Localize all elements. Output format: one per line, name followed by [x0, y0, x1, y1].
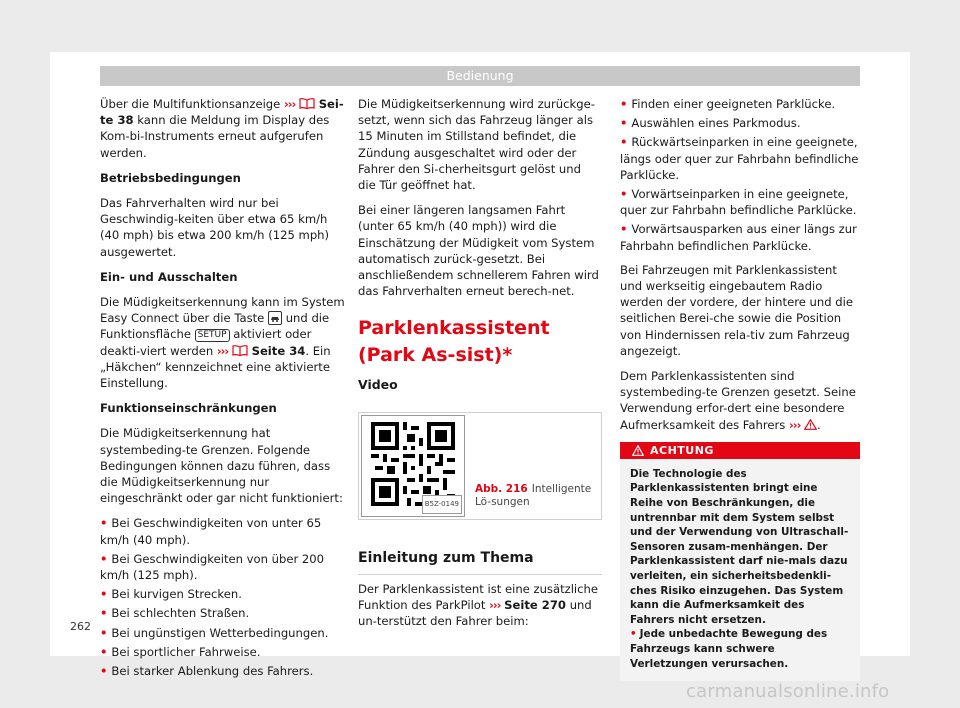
- list-item: • Bei schlechten Straßen.: [100, 606, 250, 621]
- bullet-icon: •: [620, 187, 628, 202]
- page-header: Bedienung: [100, 66, 860, 86]
- qr-code-icon: [371, 422, 455, 506]
- column-2: [358, 96, 602, 638]
- paragraph-intro: Der Parklenkassistent ist eine zusätzliche Funktion des ParkPilot ››› Seite 270 und un-terstützt den Fahrer beim:: [358, 581, 599, 629]
- figure-number: Abb. 216: [475, 482, 528, 495]
- list-item: • Vorwärtsausparken aus einer längs zur Fahrbahn befindlichen Parklücke.: [620, 222, 857, 253]
- car-key-icon: [268, 311, 282, 325]
- warning-box: [620, 442, 860, 681]
- paragraph-reset: Die Müdigkeitserkennung wird zurückge-setzt, wenn sich das Fahrzeug länger als 15 Minuten im Stillstand befindet, die Zündung ausgeschaltet wird oder der Fahrer den Si-cherheitsgurt gelöst und die Tür geöffnet hat.: [358, 97, 595, 193]
- page-ref-link[interactable]: Seite 34: [251, 343, 306, 358]
- bullet-icon: •: [620, 116, 628, 131]
- bullet-icon: •: [100, 625, 108, 640]
- figure-video: [358, 412, 602, 520]
- list-item: • Rückwärtseinparken in eine geeignete, längs oder quer zur Fahrbahn befindliche Parklücke.: [620, 135, 859, 182]
- paragraph-slow-drive: Bei einer längeren langsamen Fahrt (unter 65 km/h (40 mph)) wird die Einschätzung der Müdigkeit vom System automatisch zurück-gesetzt. Bei anschließendem schnellerem Fahren wird das Fahrverhalten erneut berech-net.: [358, 203, 599, 299]
- heading-ein-ausschalten: Ein- und Ausschalten: [100, 269, 238, 284]
- bullet-icon: •: [620, 135, 628, 150]
- section-title-park-assist: Parklenkassistent (Park As-sist)*: [358, 317, 550, 367]
- page-ref-link[interactable]: Sei-te 38: [100, 97, 344, 128]
- bullet-icon: •: [620, 222, 628, 237]
- video-label: Video: [358, 377, 398, 393]
- bullet-list-col3: [620, 96, 860, 254]
- bullet-icon: •: [630, 628, 637, 641]
- list-item: • Bei ungünstigen Wetterbedingungen.: [100, 625, 329, 640]
- list-item: • Bei sportlicher Fahrweise.: [100, 644, 261, 659]
- column-3: [620, 96, 860, 681]
- warning-text: Die Technologie des Parklenkassistenten bringt eine Reihe von Beschränkungen, die untrennbar mit dem System selbst und der Verwendung von Ultraschall-Sensoren zusam-menhängen. Der Parklenkassistent darf nie-mals dazu verleiten, ein sicherheitsbedenkli-ches Risiko einzugehen. Das System kann die Aufmerksamkeit des Fahrers nicht ersetzen.: [630, 467, 849, 626]
- list-item: • Bei Geschwindigkeiten von unter 65 km/h (40 mph).: [100, 516, 322, 547]
- bullet-icon: •: [100, 516, 108, 531]
- list-item: • Bei starker Ablenkung des Fahrers.: [100, 664, 314, 679]
- bullet-icon: •: [620, 97, 628, 111]
- setup-key: SETUP: [195, 329, 230, 342]
- intro-title: Einleitung zum Thema: [358, 550, 602, 575]
- list-item: • Auswählen eines Parkmodus.: [620, 116, 801, 131]
- warning-body: [620, 459, 860, 681]
- bullet-icon: •: [100, 664, 108, 679]
- book-icon: [232, 345, 248, 356]
- bullet-icon: •: [100, 587, 108, 602]
- heading-funktionseinschraenkungen: Funktionseinschränkungen: [100, 401, 277, 416]
- figure-caption: Abb. 216 Intelligente Lö-sungen: [475, 482, 592, 508]
- warning-header: ACHTUNG: [620, 442, 860, 459]
- warning-bullet: • Jede unbedachte Bewegung des Fahrzeugs kann schwere Verletzungen verursachen.: [630, 628, 828, 670]
- bullet-icon: •: [100, 606, 108, 621]
- paragraph-limits: Dem Parklenkassistenten sind systembeding-te Grenzen gesetzt. Seine Verwendung erfor-dert eine besondere Aufmerksamkeit des Fahrers ››› .: [620, 369, 856, 432]
- warning-triangle-icon: [804, 418, 817, 432]
- column-1: [100, 96, 350, 682]
- list-item: • Finden einer geeigneten Parklücke.: [620, 97, 836, 111]
- qr-code-frame[interactable]: [361, 415, 465, 517]
- paragraph-ein-ausschalten: Die Müdigkeitserkennung kann im System Easy Connect über die Taste und die Funktionsfläche SETUP aktiviert oder deakti-viert werden ››› Seite 34. Ein „Häkchen“ kennzeichnet eine aktivierte Einstellung.: [100, 295, 345, 391]
- warning-triangle-icon: [632, 444, 644, 461]
- watermark: carmanualsonline.info: [686, 681, 890, 702]
- book-icon: [299, 98, 315, 109]
- paragraph-radio-display: Bei Fahrzeugen mit Parklenkassistent und werkseitig eingebautem Radio werden der vordere, der hintere und die seitlichen Berei-che sowie die Position von Hindernissen rela-tiv zum Fahrzeug angezeigt.: [620, 262, 853, 358]
- list-item: • Bei Geschwindigkeiten von über 200 km/h (125 mph).: [100, 551, 325, 583]
- paragraph-funktion: Die Müdigkeitserkennung hat systembeding-te Grenzen. Folgende Bedingungen können dazu führen, dass die Müdigkeitserkennung nur eingeschränkt oder gar nicht funktioniert:: [100, 426, 343, 506]
- page-number: 262: [70, 620, 91, 633]
- bullet-list-col1: [100, 515, 350, 679]
- page-ref-link[interactable]: Seite 270: [504, 598, 566, 613]
- bullet-icon: •: [100, 551, 108, 566]
- list-item: • Bei kurvigen Strecken.: [100, 587, 242, 602]
- list-item: • Vorwärtseinparken in eine geeignete, quer zur Fahrbahn befindliche Parklücke.: [620, 187, 857, 218]
- figure-code: B5Z-0149: [422, 495, 462, 513]
- paragraph-betrieb: Das Fahrverhalten wird nur bei Geschwindig-keiten über etwa 65 km/h (40 mph) bis etwa 200 km/h (125 mph) ausgewertet.: [100, 196, 330, 259]
- bullet-icon: •: [100, 644, 108, 659]
- heading-betriebsbedingungen: Betriebsbedingungen: [100, 170, 241, 185]
- paragraph-multifunktion: Über die Multifunktionsanzeige ››› Sei-te 38 kann die Meldung im Display des Kom-bi-Instruments erneut aufgerufen werden.: [100, 97, 344, 160]
